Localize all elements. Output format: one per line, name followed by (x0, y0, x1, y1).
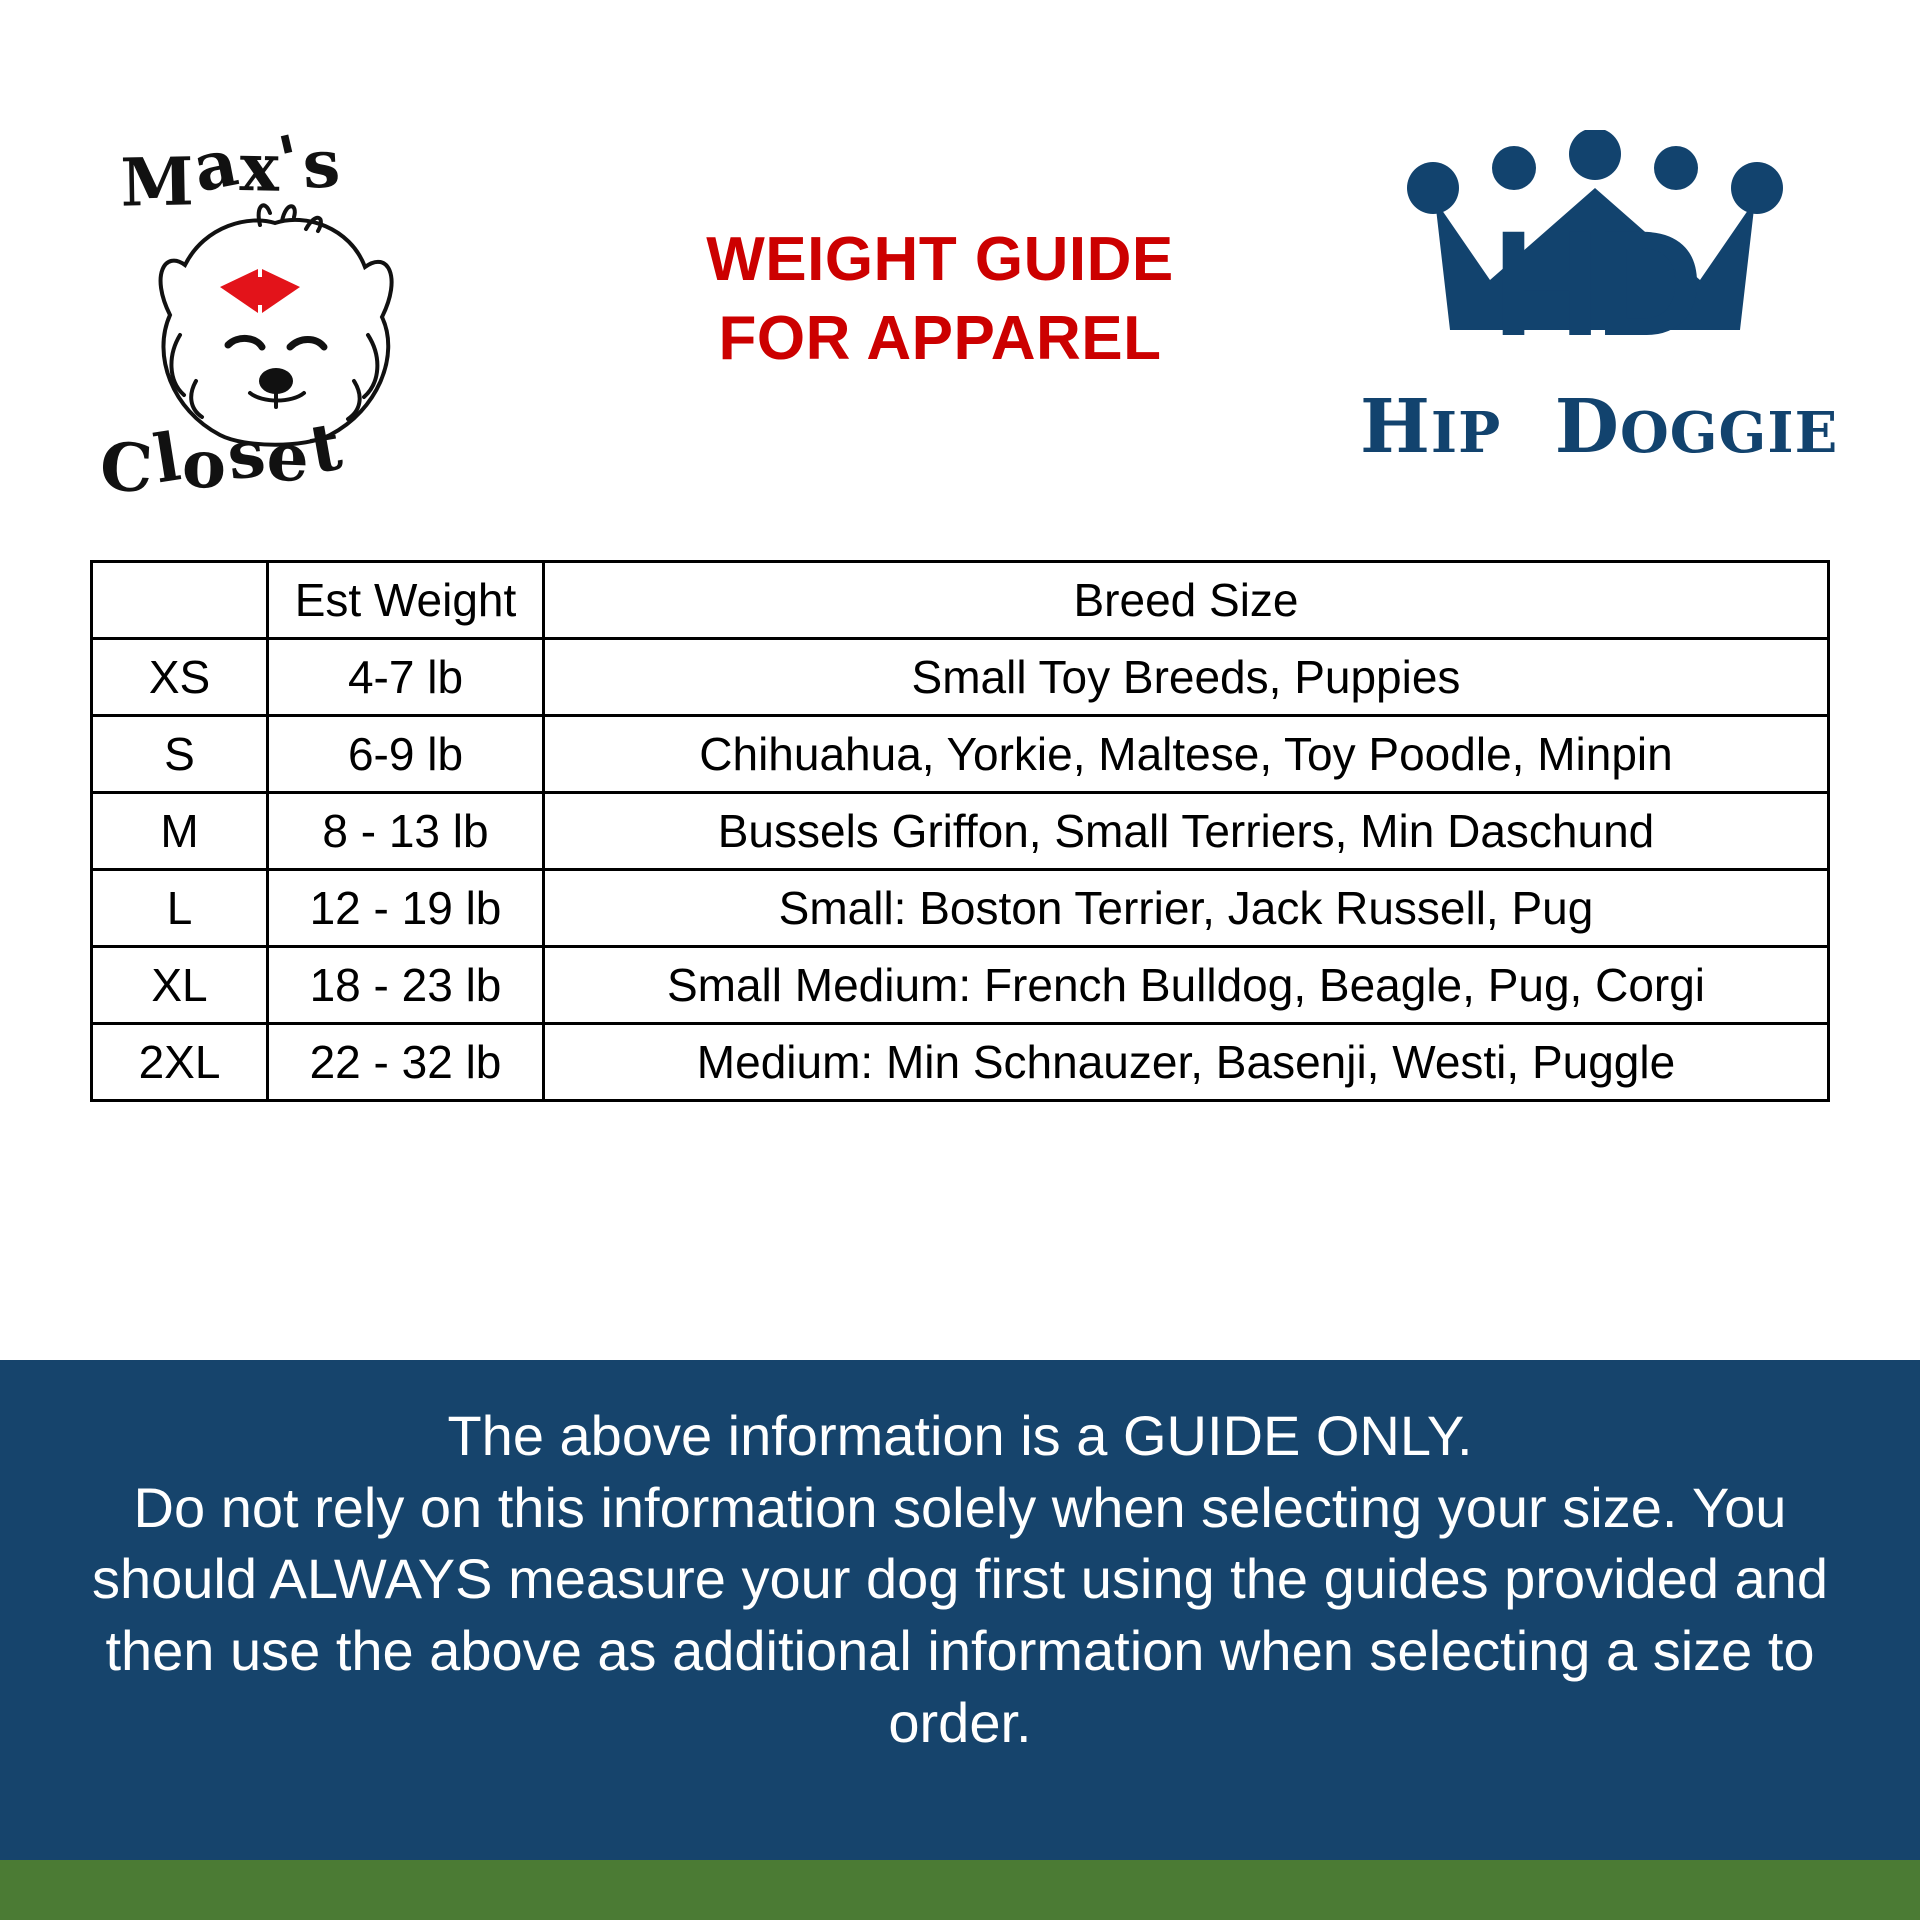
table-row (92, 870, 1829, 947)
hd-word1-rest: IP (1430, 400, 1502, 466)
table-row (92, 716, 1829, 793)
disclaimer-line-1: The above information is a GUIDE ONLY. (447, 1404, 1473, 1467)
cell-breed: Chihuahua, Yorkie, Maltese, Toy Poodle, Minpin (544, 716, 1829, 793)
table-row (92, 1024, 1829, 1101)
cell-breed: Small: Boston Terrier, Jack Russell, Pug (544, 870, 1829, 947)
header-breed-size: Breed Size (544, 562, 1829, 639)
cell-size: L (92, 870, 268, 947)
table-header-row (92, 562, 1829, 639)
cell-weight: 4-7 lb (268, 639, 544, 716)
hd-word1-cap: H (1360, 384, 1431, 470)
disclaimer-line-2: Do not rely on this information solely when selecting your size. You should ALWAYS measure your dog first using the guides provided and then use the above as additional information when selecting a size to order. (92, 1475, 1828, 1754)
document-header (0, 0, 1920, 560)
cell-breed: Bussels Griffon, Small Terriers, Min Daschund (544, 793, 1829, 870)
hip-doggie-logo (1360, 120, 1839, 470)
cell-size: 2XL (92, 1024, 268, 1101)
weight-guide-table (90, 560, 1830, 1102)
maxs-closet-wordmark-bottom: Closet (98, 406, 349, 508)
table-row (92, 639, 1829, 716)
hip-doggie-monogram: HD (1492, 199, 1698, 367)
table-row (92, 947, 1829, 1024)
title-line-2: FOR APPAREL (718, 304, 1162, 374)
cell-weight: 22 - 32 lb (268, 1024, 544, 1101)
title-line-1: WEIGHT GUIDE (706, 225, 1174, 294)
table-row (92, 793, 1829, 870)
cell-breed: Small Medium: French Bulldog, Beagle, Pug, Corgi (544, 947, 1829, 1024)
cell-weight: 8 - 13 lb (268, 793, 544, 870)
cell-size: S (92, 716, 268, 793)
cell-weight: 18 - 23 lb (268, 947, 544, 1024)
cell-weight: 12 - 19 lb (268, 870, 544, 947)
cell-size: XS (92, 639, 268, 716)
cell-breed: Medium: Min Schnauzer, Basenji, Westi, Puggle (544, 1024, 1829, 1101)
maxs-closet-wordmark-top: Max's (119, 119, 345, 222)
disclaimer-banner (0, 1360, 1920, 1860)
footer-bar (0, 1860, 1920, 1920)
cell-size: XL (92, 947, 268, 1024)
page-title (520, 120, 1360, 379)
size-table-container (0, 560, 1920, 1102)
cell-size: M (92, 793, 268, 870)
maxs-closet-logo (90, 120, 520, 520)
cell-weight: 6-9 lb (268, 716, 544, 793)
header-est-weight: Est Weight (268, 562, 544, 639)
cell-breed: Small Toy Breeds, Puppies (544, 639, 1829, 716)
hd-word2-cap: D (1554, 384, 1620, 470)
hip-doggie-crown-mark (1360, 130, 1830, 380)
header-size (92, 562, 268, 639)
hd-word2-rest: OGGIE (1619, 400, 1839, 466)
hip-doggie-wordmark (1360, 384, 1839, 470)
